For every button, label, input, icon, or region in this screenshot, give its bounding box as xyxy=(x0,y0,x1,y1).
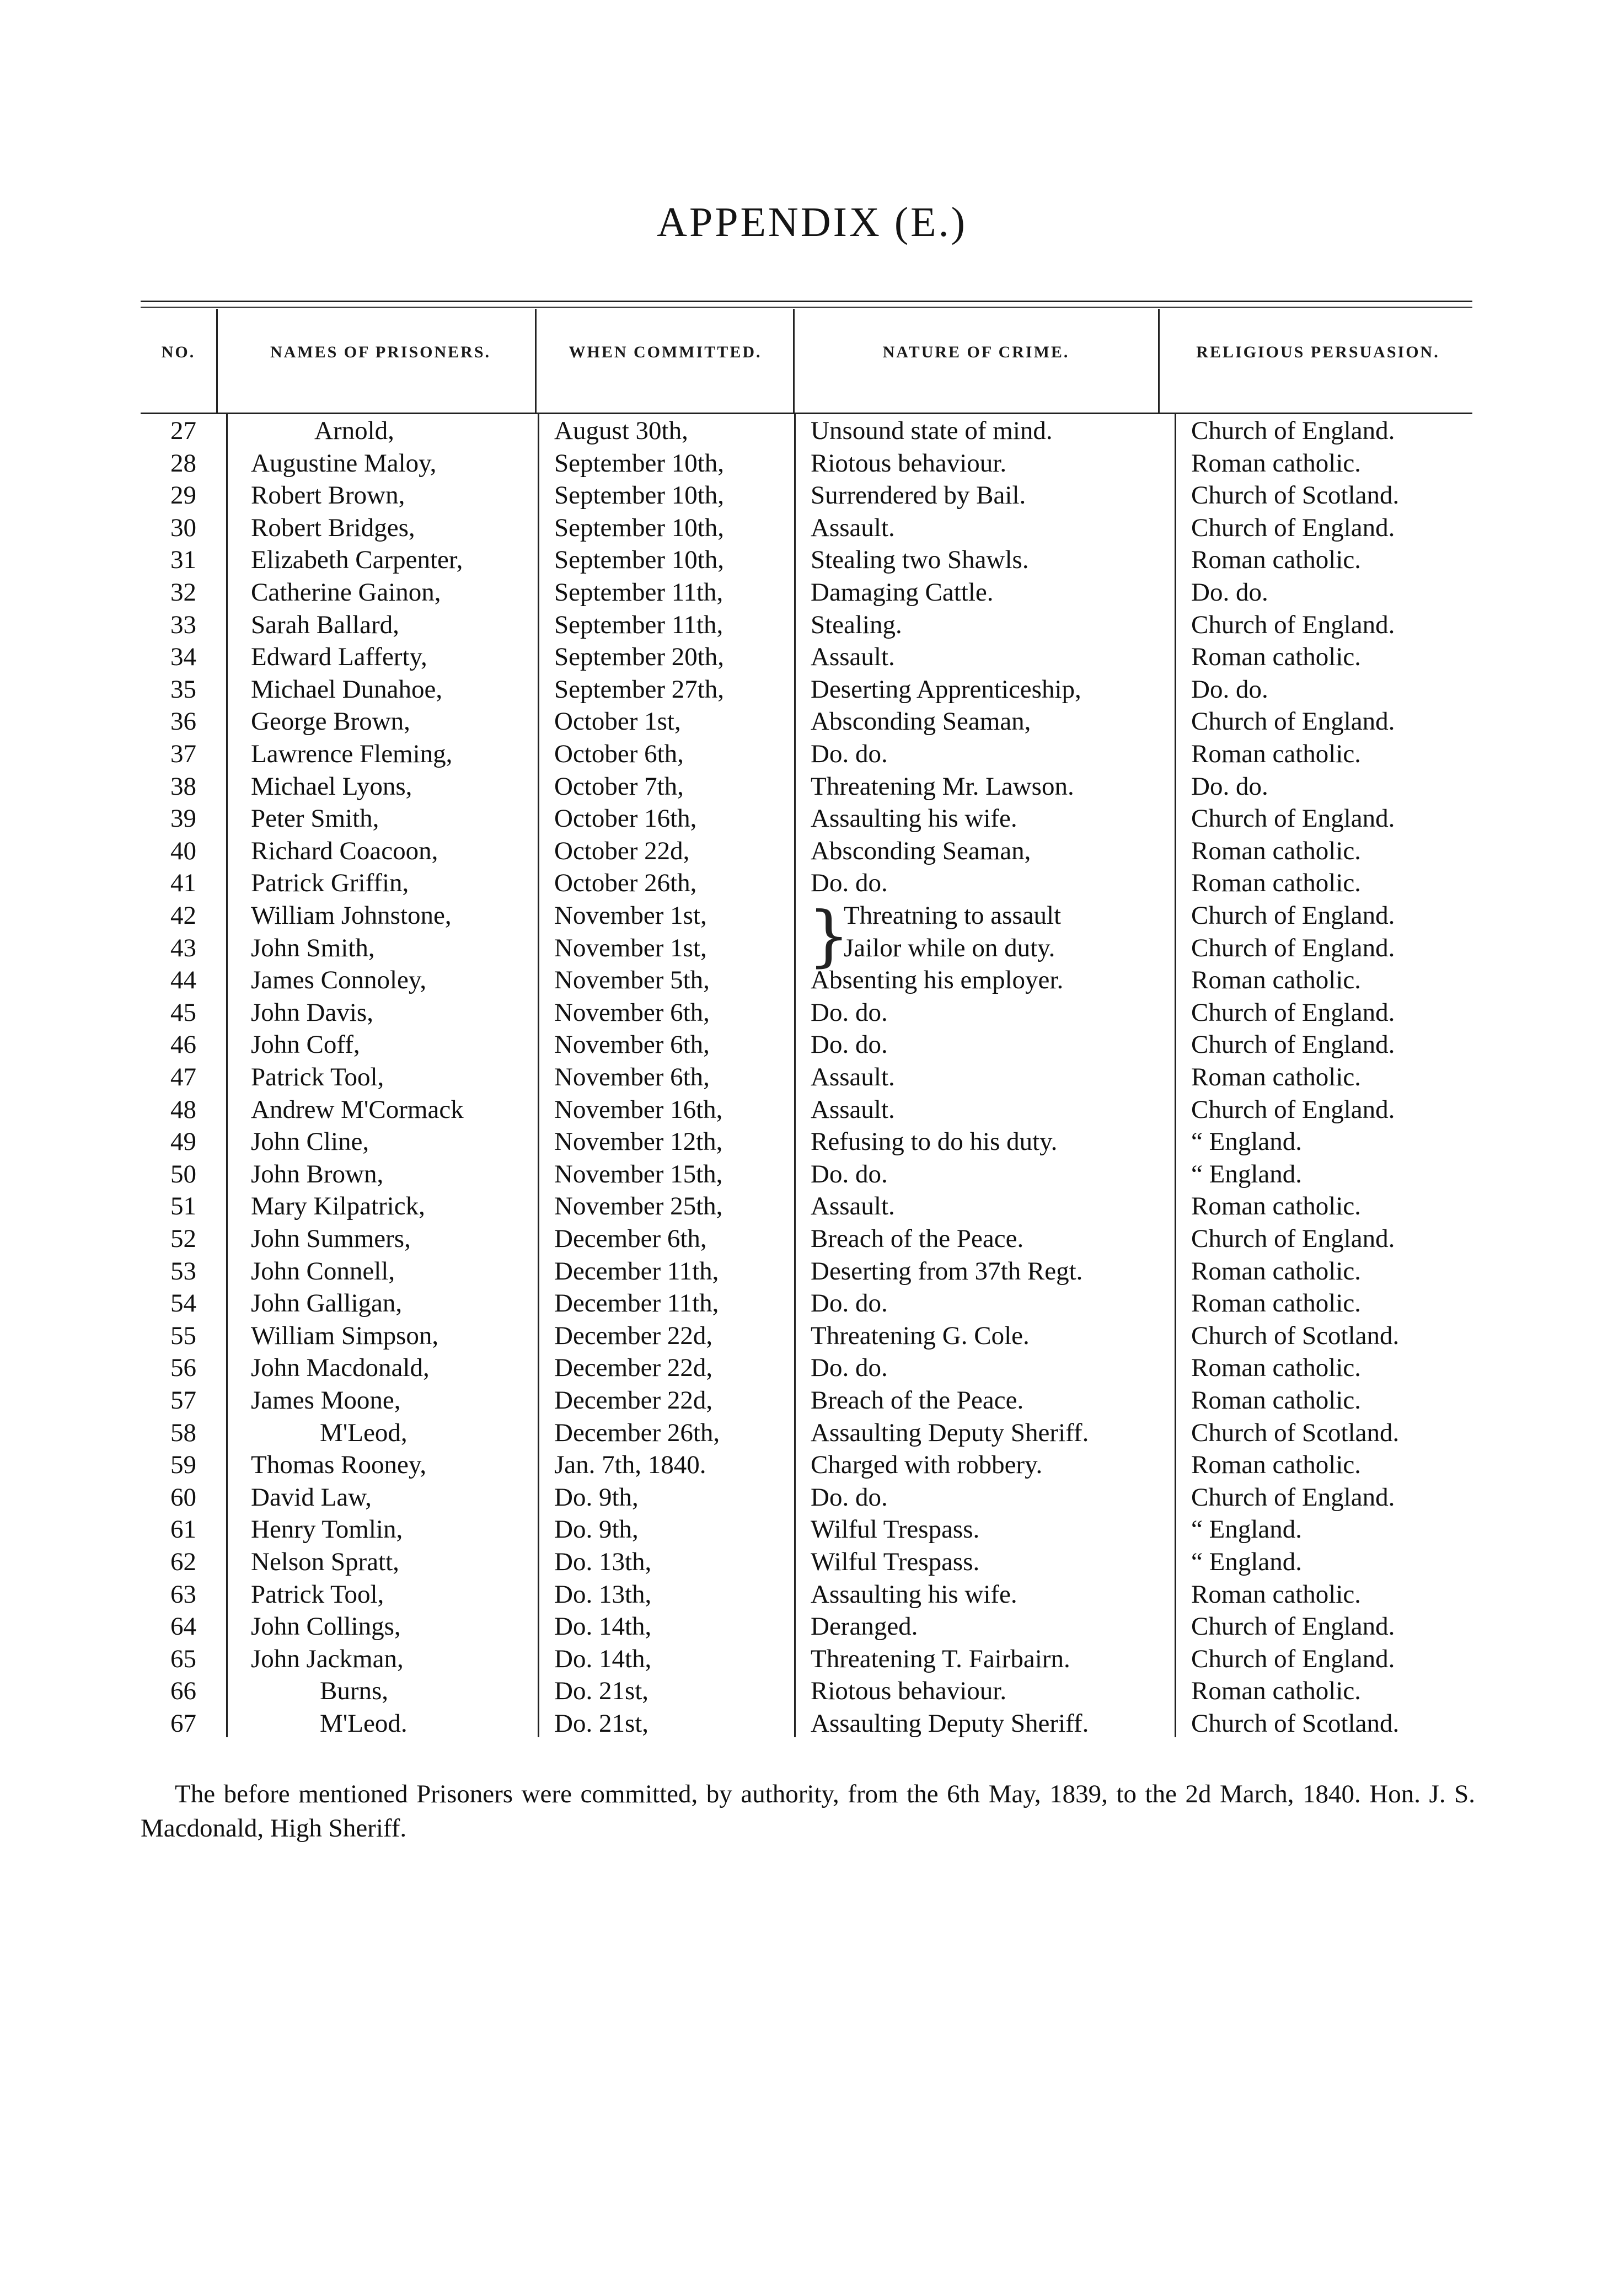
row-number: 57 xyxy=(170,1386,196,1415)
prisoner-name: Peter Smith, xyxy=(251,804,379,833)
table-row xyxy=(0,1610,1624,1642)
row-number: 31 xyxy=(170,545,196,575)
prisoner-name: Richard Coacoon, xyxy=(251,836,438,865)
prisoner-name: George Brown, xyxy=(251,707,410,736)
crime-nature: Stealing two Shawls. xyxy=(811,545,1029,575)
table-row xyxy=(0,1675,1624,1707)
religious-persuasion: Roman catholic. xyxy=(1191,545,1362,575)
table-row xyxy=(0,1707,1624,1739)
prisoner-name: James Moone, xyxy=(251,1386,401,1415)
prisoner-name: James Connoley, xyxy=(251,966,427,995)
prisoner-name: John Connell, xyxy=(251,1256,395,1286)
prisoner-name: Henry Tomlin, xyxy=(251,1515,403,1544)
row-number: 36 xyxy=(170,707,196,736)
table-row xyxy=(0,609,1624,641)
row-number: 55 xyxy=(170,1321,196,1350)
crime-nature: Surrendered by Bail. xyxy=(811,481,1026,510)
committed-date: December 11th, xyxy=(554,1256,719,1286)
table-row xyxy=(0,997,1624,1029)
crime-nature: Do. do. xyxy=(811,1289,888,1318)
table-row xyxy=(0,835,1624,867)
prisoner-name: Lawrence Fleming, xyxy=(251,740,453,768)
crime-nature: Absconding Seaman, xyxy=(811,707,1031,736)
crime-nature: Stealing. xyxy=(811,610,902,639)
row-number: 62 xyxy=(170,1548,196,1576)
religious-persuasion: “ England. xyxy=(1191,1515,1302,1544)
row-number: 47 xyxy=(170,1063,196,1091)
crime-nature: Threatening G. Cole. xyxy=(811,1321,1030,1350)
prisoner-name: Robert Brown, xyxy=(251,481,405,510)
table-row xyxy=(0,738,1624,770)
row-number: 29 xyxy=(170,481,196,510)
row-number: 40 xyxy=(170,836,196,865)
crime-nature: Do. do. xyxy=(811,998,888,1027)
religious-persuasion: Do. do. xyxy=(1191,772,1268,801)
religious-persuasion: Roman catholic. xyxy=(1191,1677,1362,1706)
table-row xyxy=(0,1223,1624,1255)
table-row xyxy=(0,1513,1624,1545)
row-number: 51 xyxy=(170,1192,196,1221)
prisoner-name: Michael Dunahoe, xyxy=(251,674,443,704)
row-number: 67 xyxy=(170,1709,196,1738)
table-row xyxy=(0,1546,1624,1578)
religious-persuasion: “ England. xyxy=(1191,1159,1302,1188)
religious-persuasion: Roman catholic. xyxy=(1191,643,1362,672)
table-row xyxy=(0,1449,1624,1481)
table-row xyxy=(0,512,1624,544)
religious-persuasion: Roman catholic. xyxy=(1191,1192,1362,1221)
religious-persuasion: Church of England. xyxy=(1191,610,1395,639)
row-number: 48 xyxy=(170,1095,196,1124)
committed-date: December 6th, xyxy=(554,1224,707,1253)
table-row xyxy=(0,1481,1624,1513)
religious-persuasion: “ England. xyxy=(1191,1127,1302,1157)
footer-note: The before mentioned Prisoners were committed, by authority, from the 6th May, 1839, to the 2d March, 1840. Hon. J. S. Macdonald, High Sheriff. xyxy=(141,1780,1475,1843)
column-divider xyxy=(216,309,218,413)
religious-persuasion: Church of England. xyxy=(1191,1224,1395,1253)
crime-nature: Unsound state of mind. xyxy=(811,416,1053,445)
table-row xyxy=(0,1643,1624,1675)
crime-nature: Assault. xyxy=(811,1095,895,1124)
committed-date: October 16th, xyxy=(554,804,697,833)
religious-persuasion: Church of England. xyxy=(1191,1612,1395,1641)
table-row xyxy=(0,1384,1624,1416)
table-row xyxy=(0,867,1624,899)
top-rule xyxy=(141,301,1472,302)
committed-date: October 1st, xyxy=(554,707,681,736)
committed-date: November 1st, xyxy=(554,901,707,930)
crime-nature: Assault. xyxy=(811,1192,895,1221)
row-number: 59 xyxy=(170,1450,196,1480)
crime-nature: Absconding Seaman, xyxy=(811,836,1031,865)
religious-persuasion: Roman catholic. xyxy=(1191,1289,1362,1318)
committed-date: Do. 13th, xyxy=(554,1548,652,1576)
row-number: 34 xyxy=(170,643,196,672)
committed-date: September 11th, xyxy=(554,578,723,607)
row-number: 27 xyxy=(170,416,196,445)
committed-date: November 6th, xyxy=(554,998,710,1027)
crime-nature: Threatening T. Fairbairn. xyxy=(811,1644,1070,1673)
religious-persuasion: Roman catholic. xyxy=(1191,1063,1362,1091)
prisoner-name: John Davis, xyxy=(251,998,373,1027)
crime-nature: Do. do. xyxy=(811,1353,888,1383)
prisoner-name: Andrew M'Cormack xyxy=(251,1095,464,1124)
prisoner-name: William Johnstone, xyxy=(251,901,452,930)
committed-date: October 7th, xyxy=(554,772,684,801)
prisoner-name: John Galligan, xyxy=(251,1289,403,1318)
religious-persuasion: Do. do. xyxy=(1191,674,1268,704)
crime-nature: Assault. xyxy=(811,1063,895,1091)
row-number: 41 xyxy=(170,869,196,898)
crime-nature: Assault. xyxy=(811,513,895,542)
crime-nature: Do. do. xyxy=(811,740,888,768)
prisoner-name: John Summers, xyxy=(251,1224,411,1253)
committed-date: Do. 9th, xyxy=(554,1482,639,1512)
row-number: 38 xyxy=(170,772,196,801)
row-number: 64 xyxy=(170,1612,196,1641)
religious-persuasion: Roman catholic. xyxy=(1191,1386,1362,1415)
prisoner-name: Patrick Tool, xyxy=(251,1063,384,1091)
brace-mark: } xyxy=(808,898,850,975)
committed-date: December 22d, xyxy=(554,1321,713,1350)
committed-date: December 26th, xyxy=(554,1418,720,1447)
religious-persuasion: Roman catholic. xyxy=(1191,1256,1362,1286)
table-row xyxy=(0,1287,1624,1319)
committed-date: September 10th, xyxy=(554,513,725,542)
committed-date: Do. 14th, xyxy=(554,1612,652,1641)
crime-nature: Riotous behaviour. xyxy=(811,1677,1007,1706)
prisoner-name: Nelson Spratt, xyxy=(251,1548,399,1576)
header-religion: RELIGIOUS PERSUASION. xyxy=(1196,343,1440,361)
table-row xyxy=(0,1094,1624,1126)
row-number: 35 xyxy=(170,674,196,704)
religious-persuasion: Church of England. xyxy=(1191,1030,1395,1059)
committed-date: November 16th, xyxy=(554,1095,723,1124)
table-row xyxy=(0,544,1624,576)
religious-persuasion: Church of Scotland. xyxy=(1191,1418,1400,1447)
table-row xyxy=(0,447,1624,479)
prisoner-name: Sarah Ballard, xyxy=(251,610,399,639)
committed-date: October 26th, xyxy=(554,869,697,898)
row-number: 45 xyxy=(170,998,196,1027)
row-number: 39 xyxy=(170,804,196,833)
committed-date: August 30th, xyxy=(554,416,688,445)
religious-persuasion: Church of England. xyxy=(1191,901,1395,930)
crime-nature: Deserting from 37th Regt. xyxy=(811,1256,1083,1286)
crime-nature: Deserting Apprenticeship, xyxy=(811,674,1081,704)
prisoner-name: Catherine Gainon, xyxy=(251,578,441,607)
crime-nature: Do. do. xyxy=(811,1030,888,1059)
row-number: 43 xyxy=(170,933,196,962)
crime-nature: Refusing to do his duty. xyxy=(811,1127,1058,1157)
committed-date: November 25th, xyxy=(554,1192,723,1221)
committed-date: November 1st, xyxy=(554,933,707,962)
religious-persuasion: Church of England. xyxy=(1191,707,1395,736)
crime-nature: Do. do. xyxy=(811,1159,888,1188)
table-row xyxy=(0,1417,1624,1449)
table-row xyxy=(0,641,1624,673)
crime-nature: Assaulting his wife. xyxy=(811,804,1017,833)
prisoner-name: John Jackman, xyxy=(251,1644,404,1673)
row-number: 37 xyxy=(170,740,196,768)
row-number: 50 xyxy=(170,1159,196,1188)
committed-date: October 22d, xyxy=(554,836,690,865)
row-number: 61 xyxy=(170,1515,196,1544)
crime-nature: Breach of the Peace. xyxy=(811,1386,1024,1415)
crime-nature: Breach of the Peace. xyxy=(811,1224,1024,1253)
table-row xyxy=(0,705,1624,737)
crime-nature: Absenting his employer. xyxy=(811,966,1064,995)
row-number: 58 xyxy=(170,1418,196,1447)
crime-nature: Jailor while on duty. xyxy=(844,933,1055,962)
row-number: 53 xyxy=(170,1256,196,1286)
row-number: 56 xyxy=(170,1353,196,1383)
committed-date: September 20th, xyxy=(554,643,725,672)
table-row xyxy=(0,770,1624,802)
prisoner-name: David Law, xyxy=(251,1482,372,1512)
prisoner-name: Michael Lyons, xyxy=(251,772,412,801)
header-names: NAMES OF PRISONERS. xyxy=(270,343,491,361)
crime-nature: Damaging Cattle. xyxy=(811,578,994,607)
row-number: 44 xyxy=(170,966,196,995)
committed-date: November 15th, xyxy=(554,1159,723,1188)
crime-nature: Do. do. xyxy=(811,869,888,898)
prisoner-name: Elizabeth Carpenter, xyxy=(251,545,463,575)
religious-persuasion: Church of England. xyxy=(1191,998,1395,1027)
religious-persuasion: Roman catholic. xyxy=(1191,869,1362,898)
row-number: 42 xyxy=(170,901,196,930)
committed-date: Do. 13th, xyxy=(554,1580,652,1609)
committed-date: December 11th, xyxy=(554,1289,719,1318)
top-rule-thin xyxy=(141,307,1472,308)
table-row xyxy=(0,1578,1624,1610)
table-row xyxy=(0,1126,1624,1158)
row-number: 49 xyxy=(170,1127,196,1157)
religious-persuasion: Roman catholic. xyxy=(1191,966,1362,995)
committed-date: Do. 21st, xyxy=(554,1709,649,1738)
crime-nature: Threatning to assault xyxy=(844,901,1062,930)
row-number: 28 xyxy=(170,448,196,478)
prisoner-name: Thomas Rooney, xyxy=(251,1450,427,1480)
crime-nature: Do. do. xyxy=(811,1482,888,1512)
column-divider xyxy=(1158,309,1160,413)
committed-date: Do. 14th, xyxy=(554,1644,652,1673)
prisoner-name: M'Leod. xyxy=(320,1709,408,1738)
religious-persuasion: Roman catholic. xyxy=(1191,1353,1362,1383)
religious-persuasion: Church of Scotland. xyxy=(1191,481,1400,510)
committed-date: Do. 9th, xyxy=(554,1515,639,1544)
prisoner-name: Arnold, xyxy=(314,416,394,445)
prisoner-name: Edward Lafferty, xyxy=(251,643,427,672)
committed-date: Do. 21st, xyxy=(554,1677,649,1706)
crime-nature: Assaulting Deputy Sheriff. xyxy=(811,1709,1089,1738)
table-row xyxy=(0,673,1624,705)
religious-persuasion: Church of England. xyxy=(1191,933,1395,962)
crime-nature: Threatening Mr. Lawson. xyxy=(811,772,1074,801)
table-row xyxy=(0,1352,1624,1384)
religious-persuasion: Church of England. xyxy=(1191,1644,1395,1673)
table-row xyxy=(0,1320,1624,1352)
crime-nature: Wilful Trespass. xyxy=(811,1548,980,1576)
religious-persuasion: Roman catholic. xyxy=(1191,836,1362,865)
religious-persuasion: Do. do. xyxy=(1191,578,1268,607)
crime-nature: Assaulting Deputy Sheriff. xyxy=(811,1418,1089,1447)
religious-persuasion: Church of England. xyxy=(1191,1095,1395,1124)
header-no: NO. xyxy=(161,343,196,361)
committed-date: November 12th, xyxy=(554,1127,723,1157)
row-number: 46 xyxy=(170,1030,196,1059)
row-number: 52 xyxy=(170,1224,196,1253)
committed-date: October 6th, xyxy=(554,740,684,768)
crime-nature: Deranged. xyxy=(811,1612,918,1641)
row-number: 33 xyxy=(170,610,196,639)
row-number: 32 xyxy=(170,578,196,607)
religious-persuasion: Church of Scotland. xyxy=(1191,1321,1400,1350)
table-row xyxy=(0,802,1624,834)
table-row xyxy=(0,415,1624,447)
header-rule xyxy=(141,413,1472,414)
prisoner-name: Augustine Maloy, xyxy=(251,448,437,478)
prisoner-name: John Coff, xyxy=(251,1030,360,1059)
committed-date: November 6th, xyxy=(554,1063,710,1091)
row-number: 54 xyxy=(170,1289,196,1318)
prisoner-name: Mary Kilpatrick, xyxy=(251,1192,425,1221)
row-number: 60 xyxy=(170,1482,196,1512)
prisoner-name: John Brown, xyxy=(251,1159,384,1188)
religious-persuasion: Church of England. xyxy=(1191,513,1395,542)
table-row xyxy=(0,576,1624,608)
religious-persuasion: Roman catholic. xyxy=(1191,1580,1362,1609)
prisoner-name: John Cline, xyxy=(251,1127,369,1157)
crime-nature: Wilful Trespass. xyxy=(811,1515,980,1544)
header-when: WHEN COMMITTED. xyxy=(569,343,762,361)
committed-date: September 10th, xyxy=(554,448,725,478)
religious-persuasion: Roman catholic. xyxy=(1191,448,1362,478)
religious-persuasion: Church of England. xyxy=(1191,416,1395,445)
prisoner-name: John Collings, xyxy=(251,1612,401,1641)
committed-date: December 22d, xyxy=(554,1386,713,1415)
table-row xyxy=(0,1061,1624,1093)
religious-persuasion: Church of England. xyxy=(1191,804,1395,833)
column-divider xyxy=(535,309,537,413)
committed-date: Jan. 7th, 1840. xyxy=(554,1450,706,1480)
religious-persuasion: Church of Scotland. xyxy=(1191,1709,1400,1738)
table-row xyxy=(0,1158,1624,1190)
row-number: 63 xyxy=(170,1580,196,1609)
committed-date: September 11th, xyxy=(554,610,723,639)
committed-date: September 27th, xyxy=(554,674,725,704)
prisoner-name: Patrick Tool, xyxy=(251,1580,384,1609)
religious-persuasion: Church of England. xyxy=(1191,1482,1395,1512)
crime-nature: Assault. xyxy=(811,643,895,672)
committed-date: September 10th, xyxy=(554,545,725,575)
religious-persuasion: Roman catholic. xyxy=(1191,740,1362,768)
prisoner-name: John Macdonald, xyxy=(251,1353,430,1383)
crime-nature: Charged with robbery. xyxy=(811,1450,1043,1480)
row-number: 65 xyxy=(170,1644,196,1673)
table-row xyxy=(0,1029,1624,1061)
prisoner-name: Robert Bridges, xyxy=(251,513,415,542)
prisoner-name: William Simpson, xyxy=(251,1321,439,1350)
table-row xyxy=(0,1190,1624,1222)
row-number: 66 xyxy=(170,1677,196,1706)
crime-nature: Assaulting his wife. xyxy=(811,1580,1017,1609)
header-nature: NATURE OF CRIME. xyxy=(882,343,1070,361)
religious-persuasion: Roman catholic. xyxy=(1191,1450,1362,1480)
crime-nature: Riotous behaviour. xyxy=(811,448,1007,478)
row-number: 30 xyxy=(170,513,196,542)
committed-date: September 10th, xyxy=(554,481,725,510)
religious-persuasion: “ England. xyxy=(1191,1548,1302,1576)
prisoner-name: John Smith, xyxy=(251,933,375,962)
prisoner-name: Burns, xyxy=(320,1677,389,1706)
table-row xyxy=(0,479,1624,511)
page-title: APPENDIX (E.) xyxy=(657,199,967,245)
prisoner-name: Patrick Griffin, xyxy=(251,869,409,898)
committed-date: December 22d, xyxy=(554,1353,713,1383)
committed-date: November 6th, xyxy=(554,1030,710,1059)
committed-date: November 5th, xyxy=(554,966,710,995)
prisoner-name: M'Leod, xyxy=(320,1418,408,1447)
table-row xyxy=(0,1255,1624,1287)
